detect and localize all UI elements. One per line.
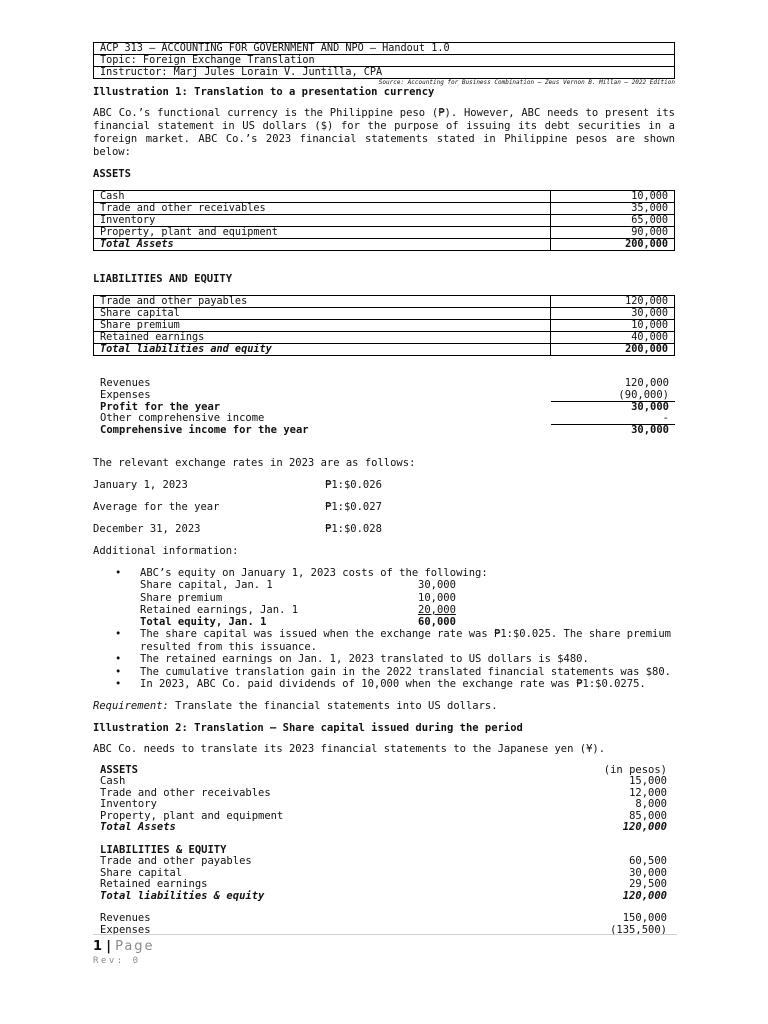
assets-heading: ASSETS xyxy=(100,763,138,776)
row-value: 90,000 xyxy=(551,227,675,239)
illustration-1-intro: ABC Co.’s functional currency is the Philippine peso (₱). However, ABC needs to present its financial statement in US dollars ($) for the purpose of issuing its debt securities in a foreign market. ABC Co.’s 2023 financial statements stated in Philippine pesos are shown below: xyxy=(93,107,675,158)
header-table xyxy=(93,42,675,79)
row-value: - xyxy=(551,413,675,425)
total-value: 120,000 xyxy=(622,821,667,834)
liabilities-heading: LIABILITIES AND EQUITY xyxy=(93,273,233,285)
topic-line: Topic: Foreign Exchange Translation xyxy=(94,55,675,67)
row-value: 30,000 xyxy=(551,308,675,320)
course-title: ACP 313 – ACCOUNTING FOR GOVERNMENT AND NPO – Handout 1.0 xyxy=(94,43,675,55)
page-word: Page xyxy=(115,939,155,954)
row-label: Trade and other receivables xyxy=(94,203,551,215)
statement-row xyxy=(93,891,675,903)
bullet-icon: • xyxy=(115,678,122,691)
page-footer xyxy=(93,934,677,968)
bullet-icon: • xyxy=(115,653,122,666)
row-value: 120,000 xyxy=(624,377,669,389)
row-label: Other comprehensive income xyxy=(100,412,265,425)
table-row xyxy=(94,296,675,308)
row-value: 12,000 xyxy=(629,786,667,799)
statement-row xyxy=(93,913,675,925)
row-label: Retained earnings xyxy=(100,878,208,891)
row-label: Share capital xyxy=(100,866,183,879)
equity-total-value: 60,000 xyxy=(418,616,456,629)
requirement-text: Translate the financial statements into US dollars. xyxy=(168,699,498,712)
row-value: 30,000 xyxy=(631,424,669,437)
rate-row xyxy=(93,523,675,536)
page-separator: | xyxy=(106,939,111,954)
row-label: Profit for the year xyxy=(100,400,221,413)
equity-value: 10,000 xyxy=(418,591,456,604)
row-value: 85,000 xyxy=(629,809,667,822)
illustration-2-intro: ABC Co. needs to translate its 2023 financial statements to the Japanese yen (¥). xyxy=(93,742,606,755)
income-row xyxy=(93,378,675,390)
row-label: Share premium xyxy=(94,320,551,332)
table-row xyxy=(94,191,675,203)
list-item xyxy=(115,567,675,628)
row-value: 10,000 xyxy=(551,320,675,332)
row-label: Trade and other payables xyxy=(100,855,252,868)
page-number: 1 xyxy=(93,939,103,954)
table-row xyxy=(94,320,675,332)
bullet-icon: • xyxy=(115,628,122,641)
bullet-text: In 2023, ABC Co. paid dividends of 10,000 when the exchange rate was ₱1:$0.0275. xyxy=(140,678,646,691)
instructor-line: Instructor: Marj Jules Lorain V. Juntilla, CPA xyxy=(94,67,675,79)
row-label: Property, plant and equipment xyxy=(100,809,284,822)
income-row xyxy=(93,425,675,437)
row-label: Cash xyxy=(94,191,551,203)
list-item xyxy=(115,666,675,679)
row-label: Retained earnings xyxy=(94,332,551,344)
row-value: 29,500 xyxy=(629,878,667,891)
rates-intro: The relevant exchange rates in 2023 are as follows: xyxy=(93,456,416,469)
row-value: 10,000 xyxy=(551,191,675,203)
rate-label: Average for the year xyxy=(93,500,220,513)
row-value: 65,000 xyxy=(551,215,675,227)
rate-row xyxy=(93,501,675,514)
requirement xyxy=(93,700,675,713)
row-label: Comprehensive income for the year xyxy=(100,424,309,437)
bullet-text: ABC’s equity on January 1, 2023 costs of the following: xyxy=(140,566,488,579)
illustration-2-title: Illustration 2: Translation – Share capital issued during the period xyxy=(93,721,523,734)
row-label: Inventory xyxy=(94,215,551,227)
total-row xyxy=(94,239,675,251)
requirement-label: Requirement: xyxy=(93,699,169,712)
list-item xyxy=(115,653,675,666)
table-row xyxy=(94,308,675,320)
rate-label: December 31, 2023 xyxy=(93,522,201,535)
statement-row xyxy=(93,765,675,777)
row-value: (135,500) xyxy=(610,923,667,936)
bullet-text: The cumulative translation gain in the 2022 translated financial statements was $80. xyxy=(140,665,672,678)
rate-label: January 1, 2023 xyxy=(93,478,188,491)
source-citation: Source: Accounting for Business Combination – Zeus Vernon B. Millan – 2022 Edition xyxy=(378,79,675,86)
row-value: 30,000 xyxy=(631,400,669,413)
total-label: Total liabilities & equity xyxy=(100,889,265,902)
additional-info-list xyxy=(115,567,675,691)
row-label: Expenses xyxy=(100,388,151,401)
row-value: 60,500 xyxy=(629,855,667,868)
statement-row xyxy=(93,811,675,823)
row-label: Trade and other payables xyxy=(94,296,551,308)
rate-row xyxy=(93,479,675,492)
rate-value: ₱1:$0.026 xyxy=(325,478,382,491)
row-value: 15,000 xyxy=(629,775,667,788)
illustration-1-title: Illustration 1: Translation to a presentation currency xyxy=(93,86,435,98)
bullet-icon: • xyxy=(115,566,122,579)
liabilities-table xyxy=(93,295,675,356)
row-label: Inventory xyxy=(100,798,157,811)
equity-value: 30,000 xyxy=(418,579,456,592)
bullet-text: The share capital was issued when the exchange rate was ₱1:$0.025. The share premium resulted from this issuance. xyxy=(140,628,672,653)
illustration-2-statements xyxy=(93,765,675,937)
total-value: 120,000 xyxy=(622,889,667,902)
list-item xyxy=(115,678,675,691)
bullet-icon: • xyxy=(115,665,122,678)
total-value: 200,000 xyxy=(551,344,675,356)
liabilities-heading: LIABILITIES & EQUITY xyxy=(100,843,227,856)
total-label: Total liabilities and equity xyxy=(94,344,551,356)
row-value: 150,000 xyxy=(622,912,667,925)
income-row xyxy=(93,390,675,402)
row-value: 40,000 xyxy=(551,332,675,344)
row-value: 120,000 xyxy=(551,296,675,308)
equity-label: Retained earnings, Jan. 1 xyxy=(140,603,299,616)
equity-total-label: Total equity, Jan. 1 xyxy=(140,616,267,629)
row-label: Share capital xyxy=(94,308,551,320)
row-value: 8,000 xyxy=(635,798,667,811)
row-label: Expenses xyxy=(100,923,151,936)
income-statement xyxy=(93,378,675,437)
equity-value: 20,000 xyxy=(418,603,456,616)
equity-label: Share capital, Jan. 1 xyxy=(140,579,273,592)
row-value: 35,000 xyxy=(551,203,675,215)
rate-value: ₱1:$0.028 xyxy=(325,522,382,535)
row-label: Cash xyxy=(100,775,126,788)
assets-heading: ASSETS xyxy=(93,168,131,180)
table-row xyxy=(94,215,675,227)
table-row xyxy=(94,203,675,215)
rate-value: ₱1:$0.027 xyxy=(325,500,382,513)
row-label: Property, plant and equipment xyxy=(94,227,551,239)
additional-info-heading: Additional information: xyxy=(93,544,239,557)
equity-breakdown xyxy=(140,579,675,628)
statement-row xyxy=(93,788,675,800)
statement-row xyxy=(93,822,675,834)
row-value: 30,000 xyxy=(629,866,667,879)
page-number-line xyxy=(93,939,677,954)
equity-label: Share premium xyxy=(140,591,223,604)
bullet-text: The retained earnings on Jan. 1, 2023 translated to US dollars is $480. xyxy=(140,653,589,666)
table-row xyxy=(94,332,675,344)
list-item xyxy=(115,628,675,653)
row-label: Revenues xyxy=(100,377,151,389)
row-label: Trade and other receivables xyxy=(100,786,271,799)
assets-table xyxy=(93,190,675,251)
table-row xyxy=(94,227,675,239)
row-label: Revenues xyxy=(100,912,151,925)
handout-page xyxy=(93,42,675,936)
total-row xyxy=(94,344,675,356)
revision-label: Rev: 0 xyxy=(93,956,141,966)
unit-label: (in pesos) xyxy=(603,763,667,776)
total-label: Total Assets xyxy=(94,239,551,251)
row-value: (90,000) xyxy=(551,390,675,402)
total-label: Total Assets xyxy=(100,821,176,834)
total-value: 200,000 xyxy=(551,239,675,251)
